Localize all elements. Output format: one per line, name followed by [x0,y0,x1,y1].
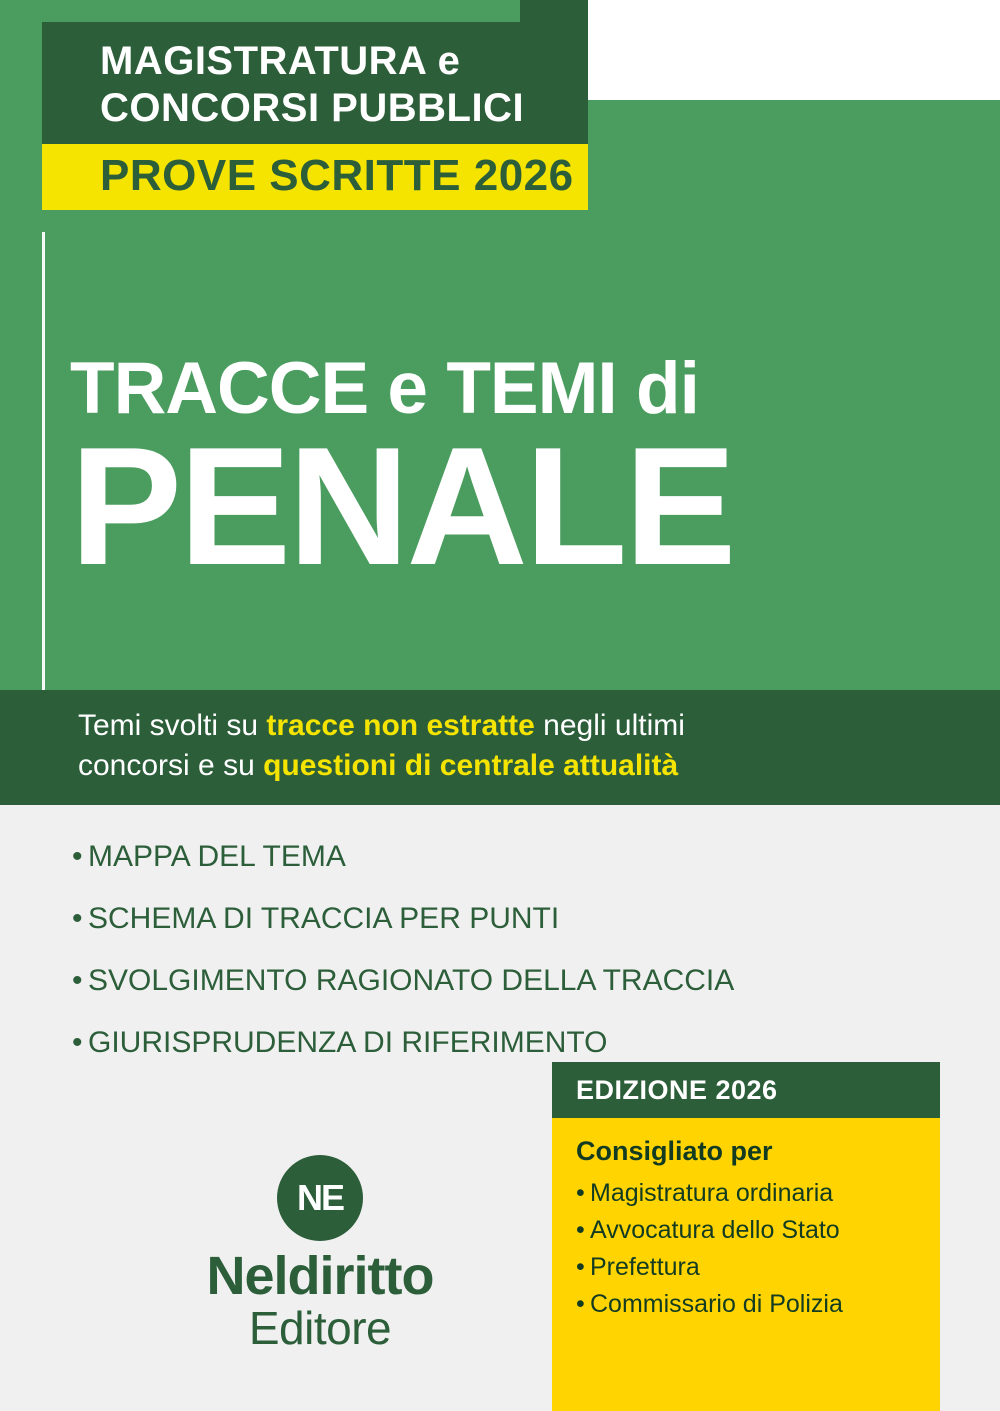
subtitle-1-highlight: tracce non estratte [266,709,535,742]
cover-subtitle-band [0,690,1000,805]
cover-header-dark-panel [42,22,588,144]
bullet-icon: • [576,1290,585,1318]
publisher-monogram-text: NE [296,1177,343,1218]
page-title-line-2: PENALE [70,412,734,600]
edition-badge [552,1062,940,1411]
edition-badge-body [552,1118,940,1323]
subtitle-1-plain-a: Temi svolti su [78,709,267,742]
feature-item [72,1028,932,1058]
recommended-item [576,1212,920,1249]
feature-list [72,842,932,1090]
bullet-icon: • [72,902,83,935]
bullet-icon: • [72,1026,83,1059]
subtitle-line-2 [78,746,940,786]
feature-label: MAPPA DEL TEMA [88,840,346,873]
recommended-item-label: Magistratura ordinaria [590,1179,834,1207]
recommended-label: Consigliato per [576,1136,773,1166]
publisher-name: Neldiritto [206,1246,434,1306]
recommended-item [576,1175,920,1212]
recommended-item [576,1286,920,1323]
recommended-item-label: Prefettura [590,1253,700,1281]
bullet-icon: • [576,1253,585,1281]
publisher-monogram-icon [277,1155,363,1241]
cover-header-block [42,22,588,210]
bullet-icon: • [576,1179,585,1207]
header-line-1: MAGISTRATURA e [100,39,461,83]
header-banner-text: PROVE SCRITTE 2026 [100,151,574,201]
publisher-logo [150,1155,490,1354]
feature-item [72,966,932,996]
subtitle-2-plain-a: concorsi e su [78,748,264,782]
subtitle-line-1 [78,706,940,746]
edition-badge-header [552,1062,940,1118]
cover-left-vertical-rule [42,232,45,690]
cover-header-yellow-banner [42,144,588,210]
recommended-item-label: Commissario di Polizia [590,1290,843,1318]
bullet-icon: • [72,964,83,997]
bullet-icon: • [72,840,83,873]
feature-label: SVOLGIMENTO RAGIONATO DELLA TRACCIA [88,964,735,997]
recommended-item-label: Avvocatura dello Stato [590,1216,840,1244]
feature-item [72,904,932,934]
subtitle-2-highlight: questioni di centrale attualità [263,748,679,782]
recommended-item [576,1249,920,1286]
cover-title-group [70,348,970,600]
feature-item [72,842,932,872]
bullet-icon: • [576,1216,585,1244]
page-title-line-1: TRACCE e TEMI di [70,348,699,429]
subtitle-1-plain-b: negli ultimi [534,709,685,742]
feature-label: SCHEMA DI TRACCIA PER PUNTI [88,902,560,935]
feature-label: GIURISPRUDENZA DI RIFERIMENTO [88,1026,608,1059]
cover-top-white-band [588,0,1000,100]
header-line-2: CONCORSI PUBBLICI [100,86,525,131]
publisher-subtitle: Editore [248,1302,392,1354]
edition-label: EDIZIONE 2026 [576,1074,778,1105]
